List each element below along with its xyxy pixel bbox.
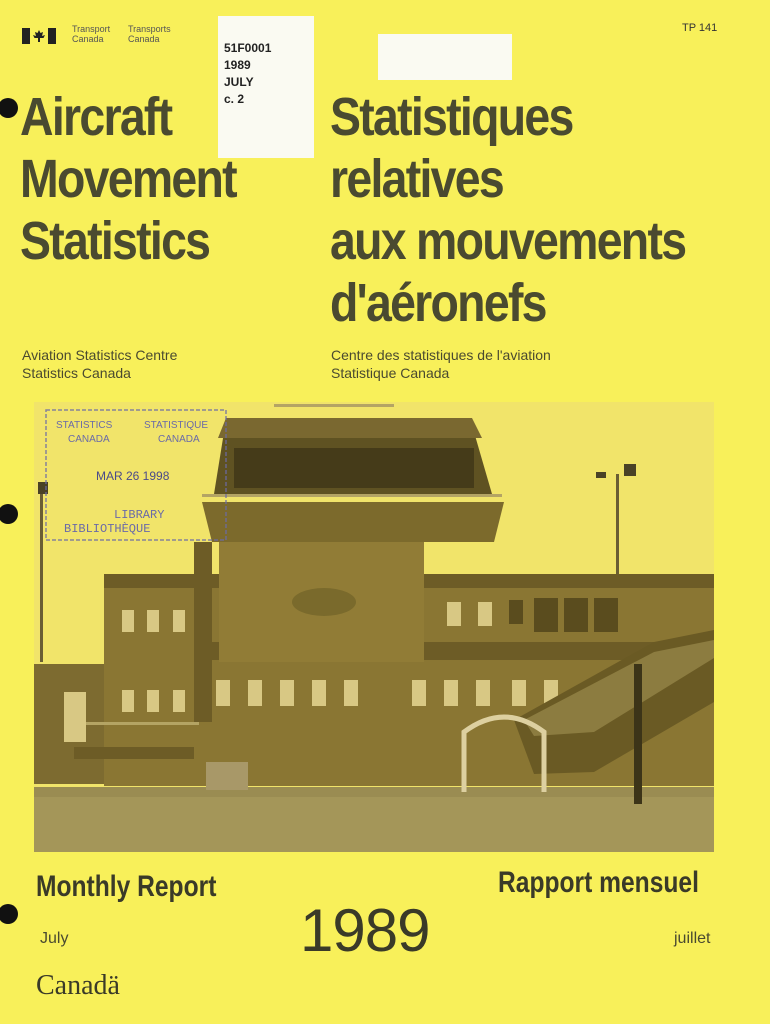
subtitle-line: Centre des statistiques de l'aviation [331, 347, 551, 363]
stamp-library-en: LIBRARY [114, 508, 165, 522]
department-line: Canada [128, 34, 160, 44]
department-name-fr [128, 24, 171, 44]
title-line: relatives [330, 149, 504, 209]
department-line: Transports [128, 24, 171, 34]
title-line: Statistiques [330, 87, 573, 147]
blank-sticker [378, 34, 512, 80]
title-en [20, 86, 236, 272]
catalog-year: 1989 [224, 58, 251, 72]
stamp-library-fr: BIBLIOTHÈQUE [64, 522, 151, 536]
title-fr [330, 86, 685, 334]
report-type-en: Monthly Report [36, 870, 217, 903]
catalog-month: JULY [224, 75, 254, 89]
stamp-line2-fr: CANADA [158, 434, 200, 445]
punch-hole [0, 98, 18, 118]
punch-hole [0, 504, 18, 524]
title-line: aux mouvements [330, 211, 686, 271]
subtitle-line: Statistics Canada [22, 365, 131, 381]
subtitle-en [22, 346, 177, 382]
subtitle-line: Aviation Statistics Centre [22, 347, 178, 363]
catalog-number: 51F0001 [224, 41, 272, 55]
report-year: 1989 [300, 897, 430, 964]
title-line: Aircraft [20, 87, 172, 147]
stamp-line2-en: CANADA [68, 434, 110, 445]
department-line: Transport [72, 24, 111, 34]
subtitle-fr [331, 346, 551, 382]
punch-hole [0, 904, 18, 924]
report-type-fr: Rapport mensuel [498, 866, 699, 899]
title-line: d'aéronefs [330, 273, 546, 333]
title-line: Movement [20, 149, 236, 209]
subtitle-line: Statistique Canada [331, 365, 450, 381]
stamp-line1-fr: STATISTIQUE [144, 420, 209, 431]
month-en: July [40, 930, 69, 947]
department-name-en [72, 24, 110, 44]
department-line: Canada [72, 34, 104, 44]
canada-wordmark: Canadä [36, 970, 120, 1001]
publication-code: TP 141 [682, 22, 718, 34]
control-tower-photo [34, 402, 714, 852]
stamp-date: MAR 26 1998 [96, 469, 170, 483]
month-fr: juillet [674, 930, 711, 947]
title-line: Statistics [20, 211, 210, 271]
stamp-line1-en: STATISTICS [56, 420, 113, 431]
canada-flag-icon [22, 28, 56, 44]
catalog-copy: c. 2 [224, 92, 245, 106]
